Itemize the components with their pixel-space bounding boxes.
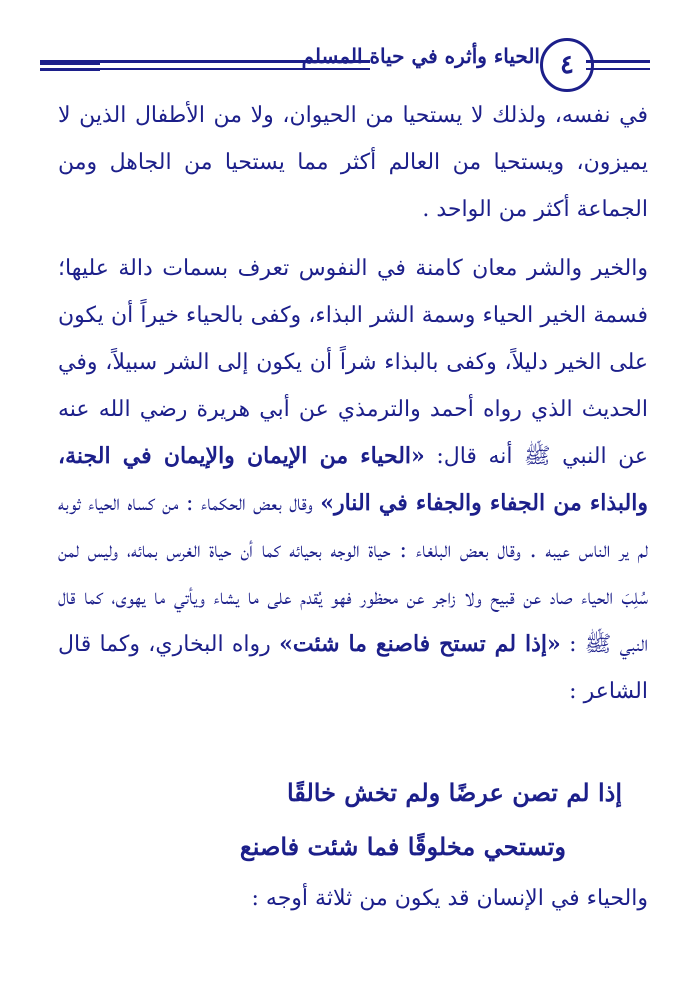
hadith-quote: «إذا لم تستح فاصنع ما شئت»: [279, 631, 561, 657]
paragraph-text: رواه البخاري، وكما قال الشاعر :: [58, 632, 648, 704]
paragraph-text: والخير والشر معان كامنة في النفوس تعرف بسمات دالة عليها؛ فسمة الخير الحياء وسمة الشر البذاء، وكفى بالحياء خيراً أن يكون على الخير دليلاً، وكفى بالبذاء شراً أن يكون إلى الشر سبيلاً، وفي الحديث الذي رواه أحمد والترمذي عن أبي هريرة رضي الله عنه عن النبي ﷺ أنه قال:: [58, 256, 648, 469]
page-body: [58, 92, 648, 727]
page-number: ٤: [540, 38, 594, 92]
closing-line: والحياء في الإنسان قد يكون من ثلاثة أوجه :: [251, 886, 648, 911]
poem-verse-line: إذا لم تصن عرضًا ولم تخش خالقًا: [286, 778, 622, 807]
header-rule: [40, 68, 370, 70]
running-title: الحياء وأثره في حياة المسلم: [301, 44, 540, 68]
paragraph: في نفسه، ولذلك لا يستحيا من الحيوان، ولا من الأطفال الذين لا يميزون، ويستحيا من العالم أكثر مما يستحيا من الجاهل ومن الجماعة أكثر من الواحد .: [58, 103, 648, 222]
hadith-quote: «الحياء من الإيمان والإيمان في الجنة، والبذاء من الجفاء والجفاء في النار»: [58, 443, 648, 516]
poem-verse-line: وتستحي مخلوقًا فما شئت فاصنع: [239, 832, 566, 861]
header-rule: [586, 60, 650, 63]
header-ornament-left: [40, 62, 100, 72]
paragraph: [58, 245, 648, 715]
page-header: [40, 26, 660, 86]
paragraph-text: وقال بعض الحكماء : من كساه الحياء ثوبه لم ير الناس عيبه . وقال بعض البلغاء : حياة الوجه بحيائه كما أن حياة الغرس بمائه، وليس لمن سُلِبَ الحياء صاد عن قبيح ولا زاجر عن محظور فهو يُقدم على ما يشاء ويأتي ما يهوى، كما قال النبي ﷺ :: [58, 491, 648, 657]
header-rule: [586, 68, 650, 70]
